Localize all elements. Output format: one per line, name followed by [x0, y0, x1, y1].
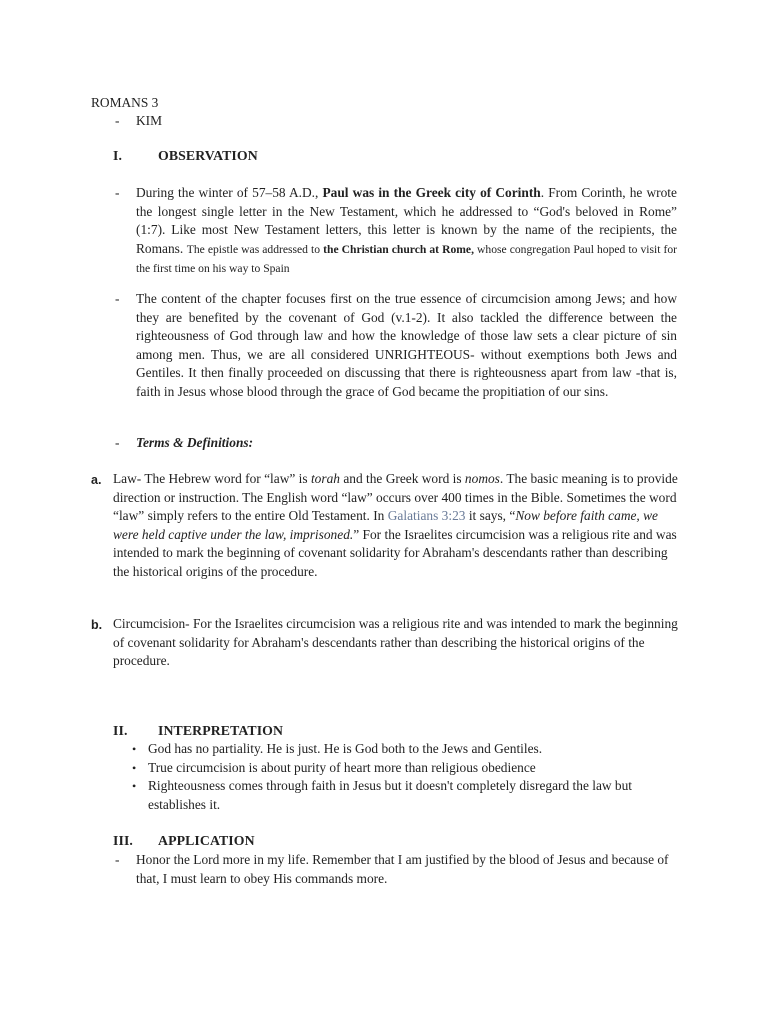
interpretation-list — [132, 740, 678, 814]
section-title: INTERPRETATION — [158, 723, 284, 738]
section-numeral: III. — [113, 833, 133, 848]
term-label-a: a. — [91, 473, 102, 487]
bullet-icon: • — [132, 742, 137, 756]
bullet-icon: • — [132, 779, 137, 793]
section-numeral: II. — [113, 723, 128, 738]
bullet-icon: • — [132, 760, 137, 775]
terms-heading: Terms & Definitions: — [136, 435, 254, 450]
list-dash: - — [115, 435, 120, 450]
term-circumcision-definition: Circumcision- For the Israelites circumcision was a religious rite and was intended to mark the beginning of covenant solidarity for Abraham's descendants rather than describing the historical origins of the procedure. — [113, 616, 678, 668]
list-dash: - — [115, 852, 120, 867]
list-dash: - — [115, 185, 120, 200]
section-heading-application — [113, 832, 255, 851]
section-numeral: I. — [113, 148, 123, 163]
section-heading-interpretation — [113, 722, 283, 741]
list-item: • God has no partiality. He is just. He is God both to the Jews and Gentiles. — [148, 740, 678, 759]
application-paragraph: Honor the Lord more in my life. Remember that I am justified by the blood of Jesus and because of that, I must learn to obey His commands more. — [136, 852, 669, 886]
observation-paragraph-2: The content of the chapter focuses first on the true essence of circumcision among Jews; and how they are benefited by the covenant of God (v.1-2). It also tackled the difference between the righteousness of God through law and how the knowledge of those law sets a clear picture of sin among men. Thus, we are all considered UNRIGHTEOUS- without exemptions both Jews and Gentiles. It then finally proceeded on discussing that there is righteousness apart from law -that is, faith in Jesus whose blood through the grace of God became the propitiation of our sins. — [136, 291, 677, 399]
author-name: KIM — [136, 113, 163, 128]
list-item: • Righteousness comes through faith in Jesus but it doesn't completely disregard the law but establishes it. — [132, 778, 633, 812]
section-title: APPLICATION — [158, 833, 255, 848]
section-title: OBSERVATION — [158, 148, 258, 163]
term-law-definition: Law- The Hebrew word for “law” is torah and the Greek word is nomos. The basic meaning is to provide direction or instruction. The English word “law” occurs over 400 times in the Bible. Sometimes the word “law” simply refers to the entire Old Testament. In Galatians 3:23 it says, “Now before faith came, we were held captive under the law, imprisoned.” For the Israelites circumcision was a religious rite and was intended to mark the beginning of covenant solidarity for Abraham's descendants rather than describing the historical origins of the procedure. — [113, 471, 678, 579]
galatians-reference-link[interactable]: Galatians 3:23 — [387, 508, 466, 523]
observation-paragraph-1: During the winter of 57–58 A.D., Paul was in the Greek city of Corinth. From Corinth, he wrote the longest single letter in the New Testament, which he addressed to “God's beloved in Rome” (1:7). Like most New Testament letters, this letter is known by the name of the recipients, the Romans. The epistle was addressed to the Christian church at Rome, whose congregation Paul hoped to visit for the first time on his way to Spain — [136, 185, 678, 275]
term-label-b: b. — [91, 618, 103, 632]
section-heading-observation — [113, 147, 258, 166]
list-dash: - — [115, 291, 120, 306]
doc-title: ROMANS 3 — [91, 95, 159, 110]
author-dash: - — [115, 113, 120, 128]
list-item: • True circumcision is about purity of heart more than religious obedience — [148, 759, 678, 778]
